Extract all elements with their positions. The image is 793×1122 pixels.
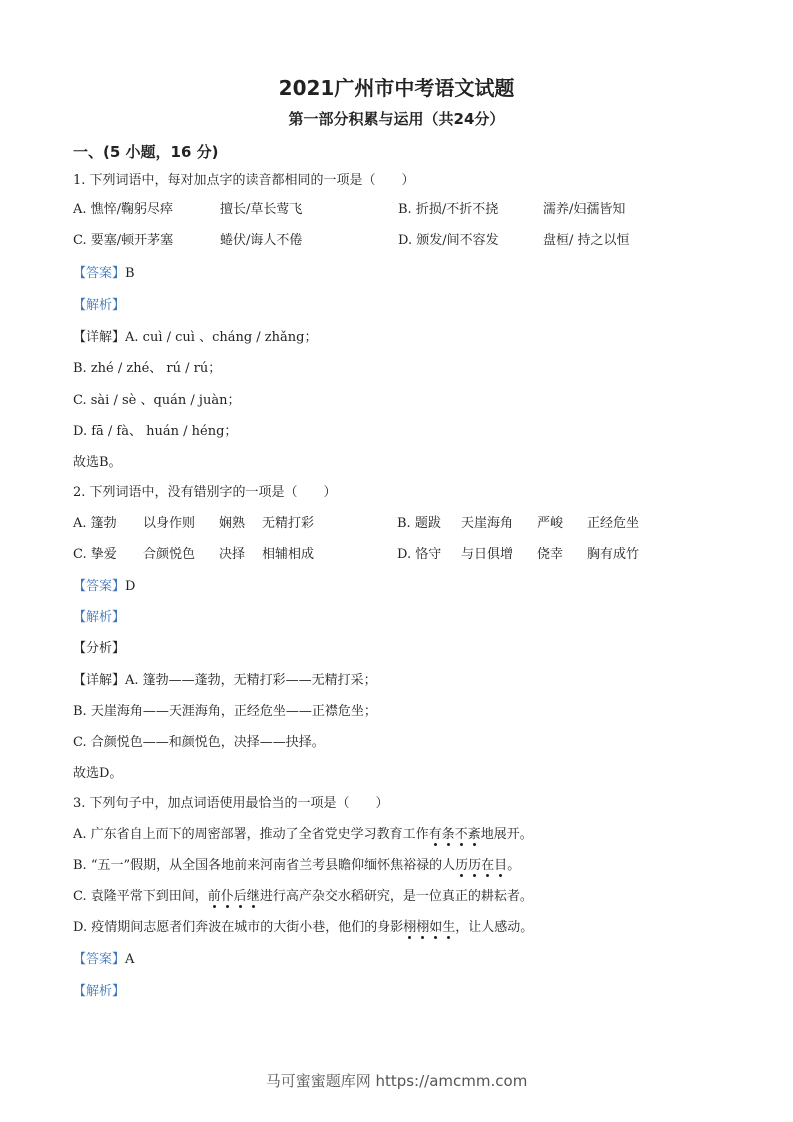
emphasis-char: 继 (246, 889, 260, 904)
q1-option-b1: B. 折损/不折不挠 (398, 202, 499, 217)
emphasis-char: 前 (207, 889, 221, 904)
q3-option-c: C. 袁隆平常下到田间，前仆后继进行高产杂交水稻研究，是一位真正的耕耘者。 (73, 889, 533, 904)
q2-option-b-1: B. 题跋 (397, 516, 441, 531)
dotted-phrase (403, 920, 455, 935)
q2-option-a-4: 无精打彩 (262, 516, 315, 531)
q1-stem: 1. 下列词语中，每对加点字的读音都相同的一项是（ ） (73, 173, 415, 188)
q1-detail-2: B. zhé / zhé、 rú / rú； (73, 361, 222, 376)
q1-analysis (73, 297, 125, 315)
q1-answer (73, 265, 135, 283)
q2-fenxi: 【分析】 (73, 641, 126, 656)
emphasis-char: 条 (441, 827, 455, 842)
q1-option-d1: D. 颁发/间不容发 (398, 233, 499, 248)
q3-stem: 3. 下列句子中，加点词语使用最恰当的一项是（ ） (73, 796, 389, 811)
q2-option-a-1: A. 篷勃 (73, 516, 117, 531)
q3-option-b: B. “五一”假期，从全国各地前来河南省兰考县瞻仰缅怀焦裕禄的人历历在目。 (73, 858, 521, 873)
emphasis-char: 后 (233, 889, 247, 904)
q2-option-b-3: 严峻 (537, 516, 564, 531)
q2-detail-2: B. 天崖海角——天涯海角，正经危坐——正襟危坐； (73, 704, 377, 719)
q3-answer (73, 951, 134, 969)
q1-option-c2: 蜷伏/诲人不倦 (220, 233, 303, 248)
q2-option-d-1: D. 恪守 (397, 547, 442, 562)
emphasis-char: 不 (454, 827, 468, 842)
q2-detail-3: C. 合颜悦色——和颜悦色，决择——抉择。 (73, 735, 325, 750)
q2-option-a-2: 以身作则 (143, 516, 196, 531)
emphasis-char: 紊 (467, 827, 481, 842)
q3-option-d: D. 疫情期间志愿者们奔波在城市的大街小巷，他们的身影栩栩如生，让人感动。 (73, 920, 534, 935)
q2-option-d-4: 胸有成竹 (587, 547, 640, 562)
q1-conclusion: 故选B。 (73, 455, 122, 470)
q1-option-c1: C. 要塞/顿开茅塞 (73, 233, 174, 248)
answer-value: B (125, 266, 135, 281)
dotted-phrase (429, 827, 481, 842)
emphasis-char: 生 (442, 920, 456, 935)
q1-option-b2: 濡养/妇孺皆知 (543, 202, 626, 217)
q2-option-b-2: 天崖海角 (461, 516, 514, 531)
q2-option-b-4: 正经危坐 (587, 516, 640, 531)
q2-option-c-3: 决择 (219, 547, 246, 562)
q1-detail-4: D. fā / fà、 huán / héng； (73, 424, 238, 439)
analysis-tag: 【解析】 (73, 298, 126, 313)
q2-option-d-3: 侥幸 (537, 547, 564, 562)
q3-analysis (73, 983, 125, 1001)
answer-value: A (125, 952, 135, 967)
q2-option-c-2: 合颜悦色 (143, 547, 196, 562)
emphasis-char: 历 (468, 858, 482, 873)
emphasis-char: 栩 (416, 920, 430, 935)
emphasis-char: 栩 (403, 920, 417, 935)
answer-tag: 【答案】 (73, 266, 126, 281)
analysis-tag: 【解析】 (73, 610, 126, 625)
q1-detail-3: C. sài / sè 、quán / juàn； (73, 393, 241, 408)
emphasis-char: 历 (455, 858, 469, 873)
answer-tag: 【答案】 (73, 579, 126, 594)
q2-answer (73, 578, 135, 596)
q1-option-d2: 盘桓/ 持之以恒 (543, 233, 630, 248)
q3-option-a: A. 广东省自上而下的周密部署，推动了全省党史学习教育工作有条不紊地展开。 (73, 827, 533, 842)
emphasis-char: 有 (428, 827, 442, 842)
page-title: 2021广州市中考语文试题 (278, 76, 515, 100)
emphasis-char: 仆 (220, 889, 234, 904)
q2-option-d-2: 与日俱增 (461, 547, 514, 562)
q2-conclusion: 故选D。 (73, 766, 123, 781)
answer-value: D (125, 579, 136, 594)
analysis-tag: 【解析】 (73, 984, 126, 999)
page-subtitle: 第一部分积累与运用（共24分） (288, 110, 505, 128)
section-heading: 一、(5 小题，16 分) (73, 143, 219, 161)
q2-analysis (73, 609, 125, 627)
dotted-phrase (208, 889, 260, 904)
dotted-phrase (455, 858, 507, 873)
q1-option-a2: 擅长/草长莺飞 (220, 202, 303, 217)
emphasis-char: 如 (429, 920, 443, 935)
detail-tag: 【详解】 (73, 673, 126, 688)
q2-option-a-3: 娴熟 (219, 516, 246, 531)
footer-watermark: 马可蜜蜜题库网 https://amcmm.com (265, 1072, 528, 1090)
answer-tag: 【答案】 (73, 952, 126, 967)
emphasis-char: 目 (494, 858, 508, 873)
detail-tag: 【详解】 (73, 330, 126, 345)
q2-option-c-1: C. 挚爱 (73, 547, 117, 562)
q2-stem: 2. 下列词语中，没有错别字的一项是（ ） (73, 485, 337, 500)
q2-detail-1: 【详解】A. 篷勃——蓬勃，无精打彩——无精打采； (73, 673, 377, 688)
q1-option-a1: A. 憔悴/鞠躬尽瘁 (73, 202, 174, 217)
q2-option-c-4: 相辅相成 (262, 547, 315, 562)
emphasis-char: 在 (481, 858, 495, 873)
q1-detail-1: 【详解】A. cuì / cuì 、cháng / zhǎng； (73, 330, 318, 345)
